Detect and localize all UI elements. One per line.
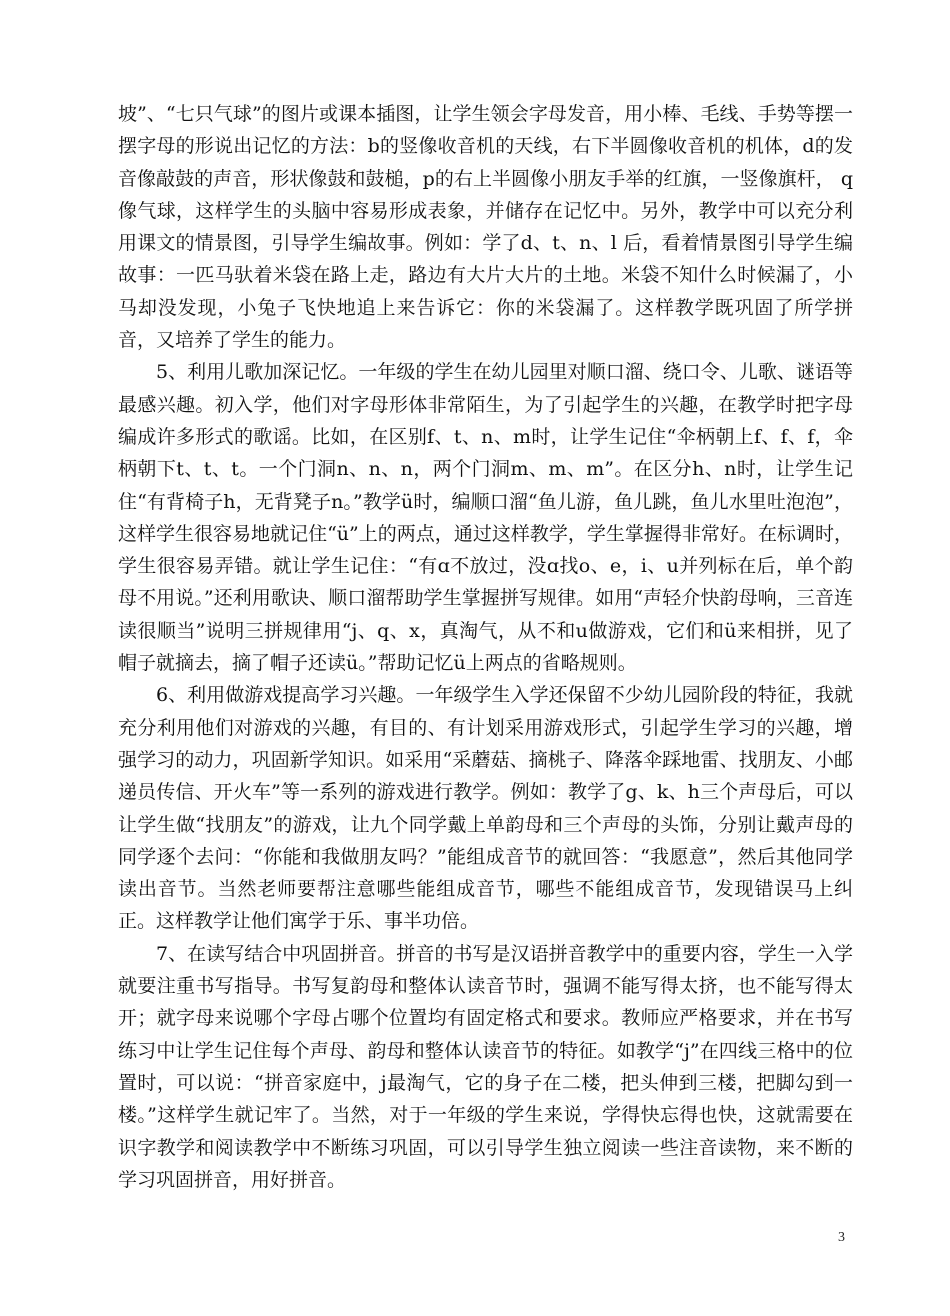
paragraph-5-nursery-rhymes: 5、利用儿歌加深记忆。一年级的学生在幼儿园里对顺口溜、绕口令、儿歌、谜语等最感兴趣。初入学，他们对字母形体非常陌生，为了引起学生的兴趣，在教学时把字母编成许多形式的歌谣。比如，在区别f、t、n、m时，让学生记住“伞柄朝上f、f、f，伞柄朝下t、t、t。一个门洞n、n、n，两个门洞m、m、m”。在区分h、n时，让学生记住“有背椅子h，无背凳子n。”教学ü时，编顺口溜“鱼儿游，鱼儿跳，鱼儿水里吐泡泡”，这样学生很容易地就记住“ü”上的两点，通过这样教学，学生掌握得非常好。在标调时，学生很容易弄错。就让学生记住：“有ɑ不放过，没ɑ找o、e，i、u并列标在后，单个韵母不用说。”还利用歌诀、顺口溜帮助学生掌握拼写规律。如用“声轻介快韵母响，三音连读很顺当”说明三拼规律用“j、q、x，真淘气，从不和u做游戏，它们和ü来相拼，见了帽子就摘去，摘了帽子还读ü。”帮助记忆ü上两点的省略规则。 [118, 361, 853, 675]
paragraph-6-games: 6、利用做游戏提高学习兴趣。一年级学生入学还保留不少幼儿园阶段的特征，我就充分利用他们对游戏的兴趣，有目的、有计划采用游戏形式，引起学生学习的兴趣，增强学习的动力，巩固新学知识。如采用“采蘑菇、摘桃子、降落伞踩地雷、找朋友、小邮递员传信、开火车”等一系列的游戏进行教学。例如：教学了g、k、h三个声母后，可以让学生做“找朋友”的游戏，让九个同学戴上单韵母和三个声母的头饰，分别让戴声母的同学逐个去问：“你能和我做朋友吗？”能组成音节的就回答：“我愿意”，然后其他同学读出音节。当然老师要帮注意哪些能组成音节，哪些不能组成音节，发现错误马上纠正。这样教学让他们寓学于乐、事半功倍。 [118, 684, 853, 933]
page-number: 3 [838, 1230, 845, 1245]
paragraph-7-reading-writing: 7、在读写结合中巩固拼音。拼音的书写是汉语拼音教学中的重要内容，学生一入学就要注重书写指导。书写复韵母和整体认读音节时，强调不能写得太挤，也不能写得太开；就字母来说哪个字母占哪个位置均有固定格式和要求。教师应严格要求，并在书写练习中让学生记住每个声母、韵母和整体认读音节的特征。如教学“j”在四线三格中的位置时，可以说：“拼音家庭中，j最淘气，它的身子在二楼，把头伸到三楼，把脚勾到一楼。”这样学生就记牢了。当然，对于一年级的学生来说，学得快忘得也快，这就需要在识字教学和阅读教学中不断练习巩固，可以引导学生独立阅读一些注音读物，来不断的学习巩固拼音，用好拼音。 [118, 942, 853, 1191]
paragraph-continued: 坡”、“七只气球”的图片或课本插图，让学生领会字母发音，用小棒、毛线、手势等摆一摆字母的形说出记忆的方法：b的竖像收音机的天线，右下半圆像收音机的机体，d的发音像敲鼓的声音，形状像鼓和鼓槌，p的右上半圆像小朋友手举的红旗，一竖像旗杆， q像气球，这样学生的头脑中容易形成表象，并储存在记忆中。另外，教学中可以充分利用课文的情景图，引导学生编故事。例如：学了d、t、n、l 后，看着情景图引导学生编故事：一匹马驮着米袋在路上走，路边有大片大片的土地。米袋不知什么时候漏了，小马却没发现，小兔子飞快地追上来告诉它：你的米袋漏了。这样教学既巩固了所学拼音，又培养了学生的能力。 [118, 103, 853, 352]
document-body [118, 98, 853, 1196]
